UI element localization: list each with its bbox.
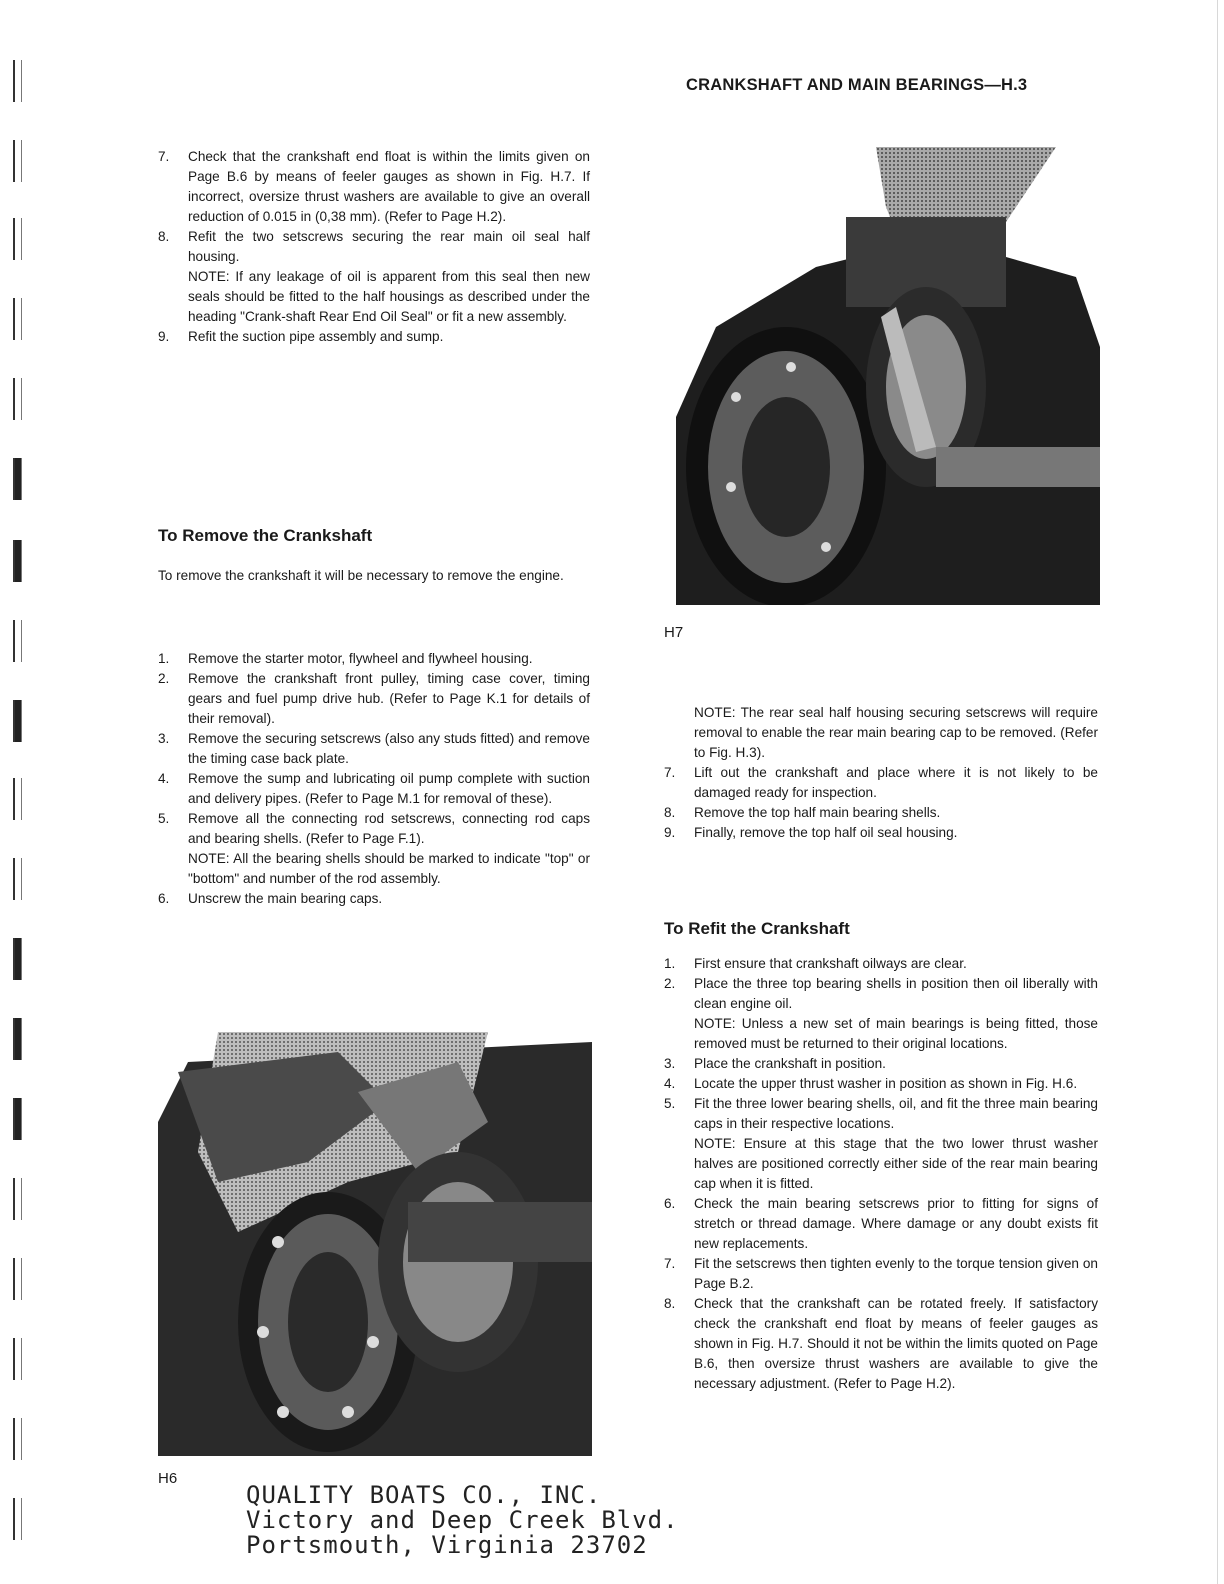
figure-h6-photo xyxy=(158,1032,592,1456)
step-number: 2. xyxy=(664,976,676,991)
binder-hole xyxy=(13,778,22,820)
step-number: 3. xyxy=(158,731,170,746)
binder-hole xyxy=(13,1098,22,1140)
list-item xyxy=(664,803,1098,823)
figure-h7-label: H7 xyxy=(664,624,684,641)
stamp-line: Victory and Deep Creek Blvd. xyxy=(246,1506,679,1534)
list-item xyxy=(158,729,590,769)
step-note: NOTE: If any leakage of oil is apparent from this seal then new seals should be fitted to the half housings as described under the heading "Crank-shaft Rear End Oil Seal" or fit a new assembly. xyxy=(188,269,590,324)
step-number: 4. xyxy=(664,1076,676,1091)
page-edge-line xyxy=(1217,0,1218,1584)
step-text: Remove the top half main bearing shells. xyxy=(694,805,941,820)
dealer-stamp xyxy=(246,1481,679,1559)
list-item xyxy=(664,1054,1098,1074)
list-item xyxy=(158,669,590,729)
step-text: Remove the securing setscrews (also any studs fitted) and remove the timing case back plate. xyxy=(188,731,590,766)
left-steps-top xyxy=(158,147,590,347)
binder-hole xyxy=(13,1418,22,1460)
list-item xyxy=(664,763,1098,803)
list-item xyxy=(664,823,1098,843)
step-number: 5. xyxy=(158,811,170,826)
step-number: 8. xyxy=(664,805,676,820)
remove-intro: To remove the crankshaft it will be necessary to remove the engine. xyxy=(158,568,564,583)
step-number: 8. xyxy=(158,229,170,244)
step-number: 7. xyxy=(664,1256,676,1271)
step-text: First ensure that crankshaft oilways are clear. xyxy=(694,956,967,971)
list-item xyxy=(664,1094,1098,1194)
step-number xyxy=(664,703,694,763)
step-text: Locate the upper thrust washer in position as shown in Fig. H.6. xyxy=(694,1076,1078,1091)
step-note: NOTE: All the bearing shells should be marked to indicate "top" or "bottom" and number of the rod assembly. xyxy=(188,851,590,886)
binder-hole xyxy=(13,1338,22,1380)
step-note: NOTE: Ensure at this stage that the two lower thrust washer halves are positioned correctly either side of the rear main bearing cap when it is fitted. xyxy=(694,1136,1098,1191)
step-number: 5. xyxy=(664,1096,676,1111)
binder-hole xyxy=(13,378,22,420)
step-number: 1. xyxy=(158,651,170,666)
step-text: Remove the starter motor, flywheel and flywheel housing. xyxy=(188,651,533,666)
figure-h7-photo xyxy=(676,147,1100,605)
list-item xyxy=(158,147,590,227)
binder-hole xyxy=(13,858,22,900)
step-text: Remove the sump and lubricating oil pump complete with suction and delivery pipes. (Refer to Page M.1 for removal of these). xyxy=(188,771,590,806)
step-text: Place the crankshaft in position. xyxy=(694,1056,886,1071)
step-text: Check that the crankshaft can be rotated freely. If satisfactory check the crankshaft end float by means of feeler gauges as shown in Fig. H.7. Should it not be within the limits quoted on Page B.6, then oversize thrust washers are available to give the necessary adjustment. (Refer to Page H.2). xyxy=(694,1296,1098,1391)
binder-hole xyxy=(13,60,22,102)
step-number: 2. xyxy=(158,671,170,686)
step-text: Place the three top bearing shells in position then oil liberally with clean engine oil. xyxy=(694,976,1098,1011)
binder-edge xyxy=(0,0,30,1584)
list-item xyxy=(158,809,590,889)
binder-hole xyxy=(13,458,22,500)
step-number: 1. xyxy=(664,956,676,971)
figure-h6-label: H6 xyxy=(158,1470,178,1487)
step-note: NOTE: Unless a new set of main bearings is being fitted, those removed must be returned to their original locations. xyxy=(694,1016,1098,1051)
step-number: 7. xyxy=(664,765,676,780)
binder-hole xyxy=(13,1178,22,1220)
list-item xyxy=(664,1194,1098,1254)
stamp-line: QUALITY BOATS CO., INC. xyxy=(246,1481,602,1509)
list-item xyxy=(158,327,590,347)
binder-hole xyxy=(13,620,22,662)
list-item xyxy=(664,703,1098,763)
step-text: Remove the crankshaft front pulley, timing case cover, timing gears and fuel pump drive hub. (Refer to Page K.1 for details of their removal). xyxy=(188,671,590,726)
stamp-line: Portsmouth, Virginia 23702 xyxy=(246,1531,648,1559)
step-text: Fit the three lower bearing shells, oil, and fit the three main bearing caps in their respective locations. xyxy=(694,1096,1098,1131)
refit-steps xyxy=(664,954,1098,1394)
step-text: Fit the setscrews then tighten evenly to the torque tension given on Page B.2. xyxy=(694,1256,1098,1291)
step-text: Refit the two setscrews securing the rear main oil seal half housing. xyxy=(188,229,590,264)
list-item xyxy=(664,1294,1098,1394)
step-text: Refit the suction pipe assembly and sump. xyxy=(188,329,444,344)
section-heading-refit: To Refit the Crankshaft xyxy=(664,919,850,938)
step-number: 8. xyxy=(664,1296,676,1311)
page-header: CRANKSHAFT AND MAIN BEARINGS—H.3 xyxy=(686,76,1028,94)
list-item xyxy=(664,1254,1098,1294)
binder-hole xyxy=(13,218,22,260)
step-text: Unscrew the main bearing caps. xyxy=(188,891,383,906)
step-text: Check that the crankshaft end float is within the limits given on Page B.6 by means of feeler gauges as shown in Fig. H.7. If incorrect, oversize thrust washers are available to give an overall reduction of 0.015 in (0,38 mm). (Refer to Page H.2). xyxy=(188,149,590,224)
binder-hole xyxy=(13,1018,22,1060)
list-item xyxy=(664,1074,1098,1094)
step-number: 3. xyxy=(664,1056,676,1071)
list-item xyxy=(158,769,590,809)
binder-hole xyxy=(13,700,22,742)
list-item xyxy=(158,649,590,669)
list-item xyxy=(158,889,590,909)
step-note: NOTE: The rear seal half housing securing setscrews will require removal to enable the rear main bearing cap to be removed. (Refer to Fig. H.3). xyxy=(694,705,1098,760)
step-text: Remove all the connecting rod setscrews, connecting rod caps and bearing shells. (Refer to Page F.1). xyxy=(188,811,590,846)
binder-hole xyxy=(13,938,22,980)
step-number: 7. xyxy=(158,149,170,164)
binder-hole xyxy=(13,1258,22,1300)
step-number: 4. xyxy=(158,771,170,786)
remove-steps xyxy=(158,649,590,909)
step-text: Lift out the crankshaft and place where it is not likely to be damaged ready for inspection. xyxy=(694,765,1098,800)
section-heading-remove: To Remove the Crankshaft xyxy=(158,526,373,545)
step-number: 6. xyxy=(158,891,170,906)
step-text: Finally, remove the top half oil seal housing. xyxy=(694,825,958,840)
step-number: 9. xyxy=(664,825,676,840)
list-item xyxy=(664,954,1098,974)
binder-hole xyxy=(13,1498,22,1540)
binder-hole xyxy=(13,298,22,340)
step-text: Check the main bearing setscrews prior to fitting for signs of stretch or thread damage. Where damage or any doubt exists fit new replacements. xyxy=(694,1196,1098,1251)
list-item xyxy=(158,227,590,327)
list-item xyxy=(664,974,1098,1054)
remove-steps-continued xyxy=(664,703,1098,843)
binder-hole xyxy=(13,540,22,582)
binder-hole xyxy=(13,140,22,182)
step-number: 6. xyxy=(664,1196,676,1211)
step-number: 9. xyxy=(158,329,170,344)
